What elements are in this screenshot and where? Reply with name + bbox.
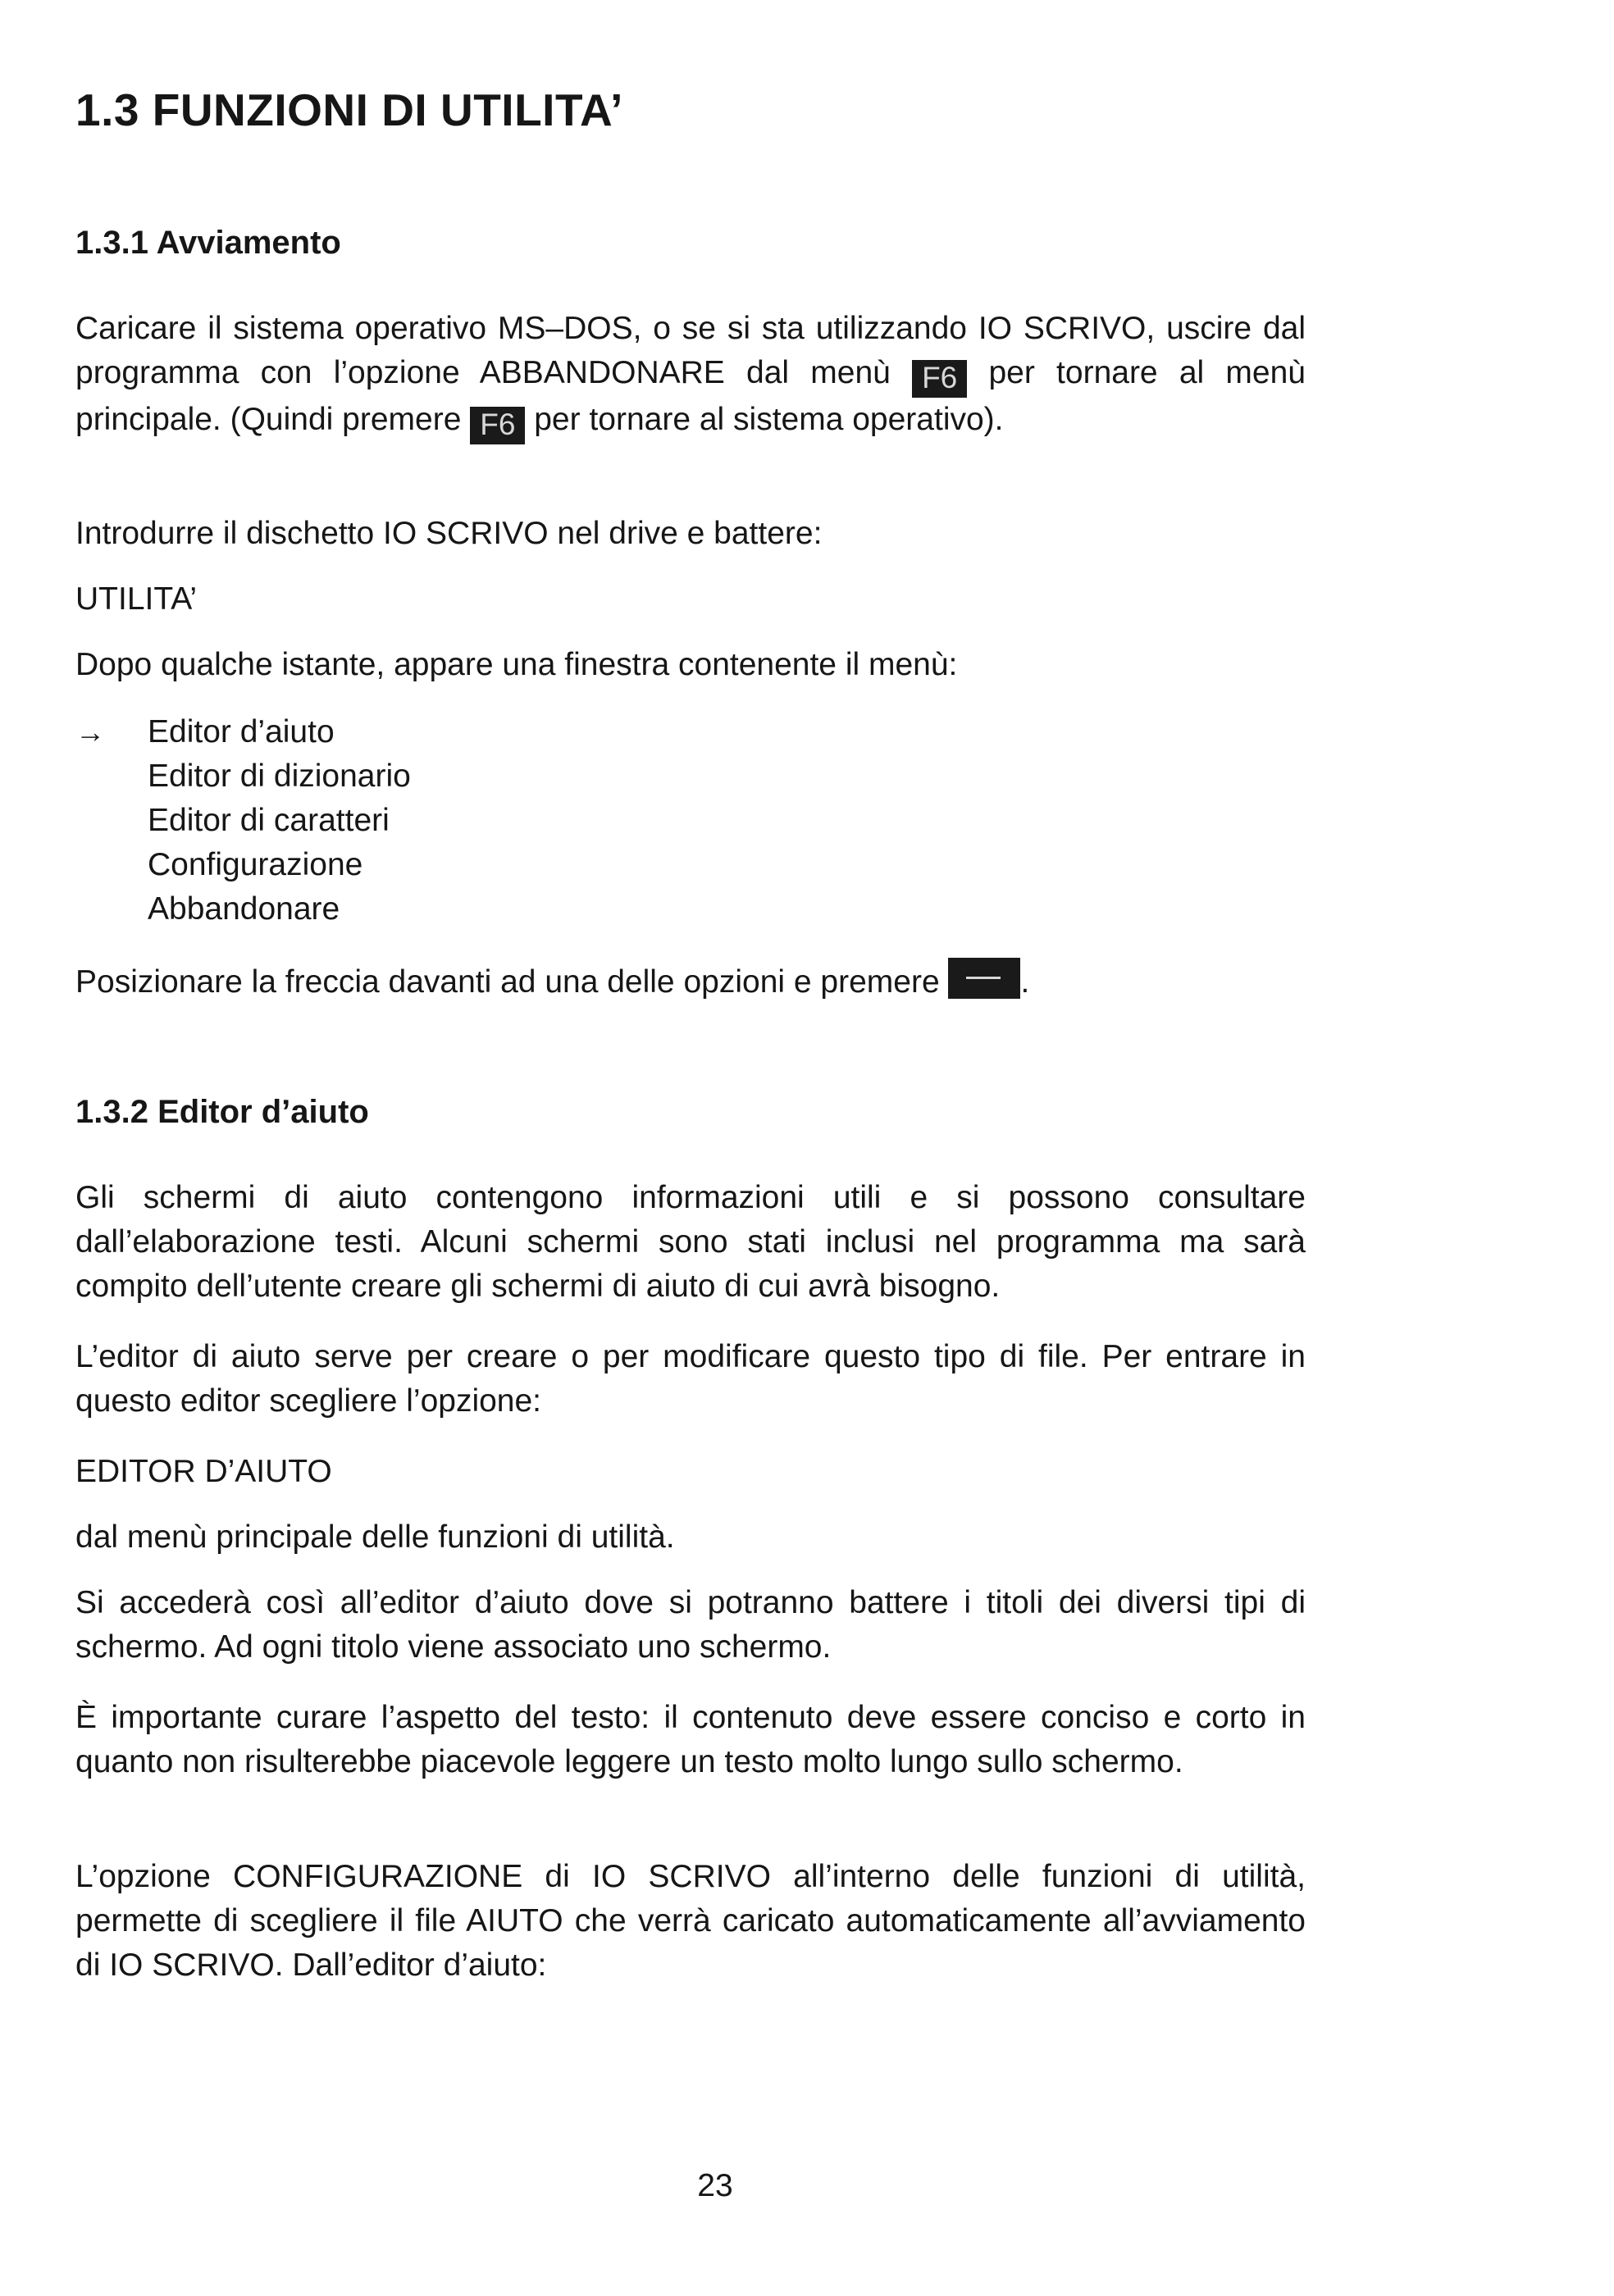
- menu-item-editor-caratteri: Editor di caratteri: [148, 803, 390, 838]
- enter-key-icon: [948, 958, 1020, 999]
- paragraph-menu-intro: Dopo qualche istante, appare una finestra contenente il menù:: [75, 647, 958, 682]
- paragraph-text-style: È importante curare l’aspetto del testo: il contenuto deve essere conciso e corto in quanto non risulterebbe piacevole leggere un testo molto lungo sullo schermo.: [75, 1700, 1306, 1779]
- paragraph-configuration: L’opzione CONFIGURAZIONE di IO SCRIVO all’interno delle funzioni di utilità, permette di scegliere il file AIUTO che verrà caricato automaticamente all’avviamento di IO SCRIVO. Dall’editor d’aiuto:: [75, 1859, 1306, 1983]
- menu-item-abbandonare: Abbandonare: [148, 891, 340, 927]
- arrow-right-icon: →: [75, 715, 105, 749]
- paragraph-main-menu: dal menù principale delle funzioni di utilità.: [75, 1519, 675, 1555]
- f6-key-icon: F6: [470, 407, 525, 444]
- menu-item-configurazione: Configurazione: [148, 847, 363, 882]
- page-number: 23: [697, 2168, 733, 2203]
- menu-item-editor-aiuto: Editor d’aiuto: [148, 714, 335, 749]
- paragraph-avviamento-intro: Caricare il sistema operativo MS–DOS, o se si sta utilizzando IO SCRIVO, uscire dal programma con l’opzione ABBANDONARE dal menù F6 per tornare al menù principale. (Quindi premere F6 per tornare al sistema operativo).: [75, 307, 1306, 444]
- f6-key-icon: F6: [912, 360, 967, 398]
- chapter-heading: 1.3 FUNZIONI DI UTILITA’: [75, 84, 623, 135]
- paragraph-insert-disk: Introdurre il dischetto IO SCRIVO nel drive e battere:: [75, 516, 823, 551]
- menu-item-editor-dizionario: Editor di dizionario: [148, 758, 411, 794]
- paragraph-help-titles: Si accederà così all’editor d’aiuto dove si potranno battere i titoli dei diversi tipi di schermo. Ad ogni titolo viene associato uno schermo.: [75, 1585, 1306, 1665]
- command-utilita: UTILITA’: [75, 581, 198, 617]
- section-heading-editor-aiuto: 1.3.2 Editor d’aiuto: [75, 1094, 369, 1130]
- section-heading-avviamento: 1.3.1 Avviamento: [75, 225, 341, 261]
- paragraph-help-editor: L’editor di aiuto serve per creare o per modificare questo tipo di file. Per entrare in questo editor scegliere l’opzione:: [75, 1339, 1306, 1419]
- paragraph-select-option: Posizionare la freccia davanti ad una delle opzioni e premere .: [75, 958, 1029, 1004]
- command-editor-aiuto: EDITOR D’AIUTO: [75, 1454, 332, 1489]
- utility-menu-list: [148, 710, 411, 932]
- paragraph-help-screens: Gli schermi di aiuto contengono informazioni utili e si possono consultare dall’elaborazione testi. Alcuni schermi sono stati inclusi nel programma ma sarà compito dell’utente creare gli schermi di aiuto di cui avrà bisogno.: [75, 1180, 1306, 1304]
